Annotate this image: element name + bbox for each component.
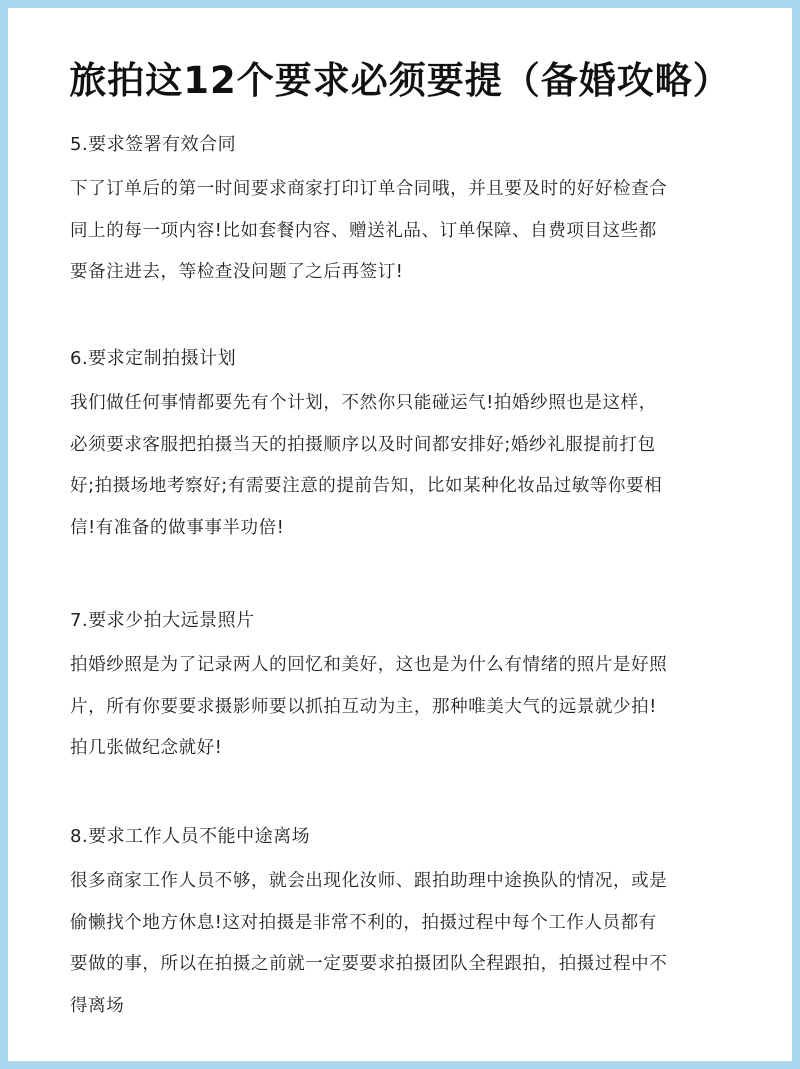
body-line: 必须要求客服把拍摄当天的拍摄顺序以及时间都安排好;婚纱礼服提前打包 xyxy=(70,434,656,455)
section-heading: 5.要求签署有效合同 xyxy=(70,134,237,155)
body-line: 拍婚纱照是为了记录两人的回忆和美好，这也是为什么有情绪的照片是好照 xyxy=(70,655,668,675)
body-line: 得离场 xyxy=(70,995,125,1016)
body-line: 我们做任何事情都要先有个计划，不然你只能碰运气!拍婚纱照也是这样， xyxy=(70,393,657,413)
section-heading: 7.要求少拍大远景照片 xyxy=(70,610,255,631)
body-line: 很多商家工作人员不够，就会出现化汝师、跟拍助理中途换队的情况，或是 xyxy=(70,871,668,891)
body-line: 偷懒找个地方休息!这对拍摄是非常不利的，拍摄过程中每个工作人员都有 xyxy=(70,912,657,933)
body-line: 片，所有你要要求摄影师要以抓拍互动为主，那种唯美大气的远景就少拍! xyxy=(70,696,657,717)
page-frame xyxy=(8,8,792,1061)
section-distant-shots xyxy=(70,604,760,770)
body-line: 同上的每一项内容!比如套餐内容、赠送礼品、订单保障、自费项目这些都 xyxy=(70,220,657,241)
body-line: 要备注进去，等检查没问题了之后再签订! xyxy=(70,262,404,282)
body-line: 好;拍摄场地考察好;有需要注意的提前告知，比如某种化妆品过敏等你要相 xyxy=(70,476,663,496)
section-body xyxy=(70,861,760,1027)
body-line: 拍几张做纪念就好! xyxy=(70,738,223,758)
section-staff xyxy=(70,820,760,1027)
section-heading: 6.要求定制拍摄计划 xyxy=(70,348,237,369)
body-line: 要做的事，所以在拍摄之前就一定要要求拍摄团队全程跟拍，拍摄过程中不 xyxy=(70,954,668,974)
body-line: 信!有准备的做事事半功倍! xyxy=(70,517,285,538)
section-contract xyxy=(70,128,760,294)
body-line: 下了订单后的第一时间要求商家打印订单合同哦，并且要及时的好好检查合 xyxy=(70,179,668,199)
page-title: 旅拍这12个要求必须要提（备婚攻略） xyxy=(69,59,731,102)
section-body xyxy=(70,169,760,294)
section-body xyxy=(70,645,760,770)
section-heading: 8.要求工作人员不能中途离场 xyxy=(70,826,311,847)
section-plan xyxy=(70,342,760,549)
section-body xyxy=(70,383,760,549)
